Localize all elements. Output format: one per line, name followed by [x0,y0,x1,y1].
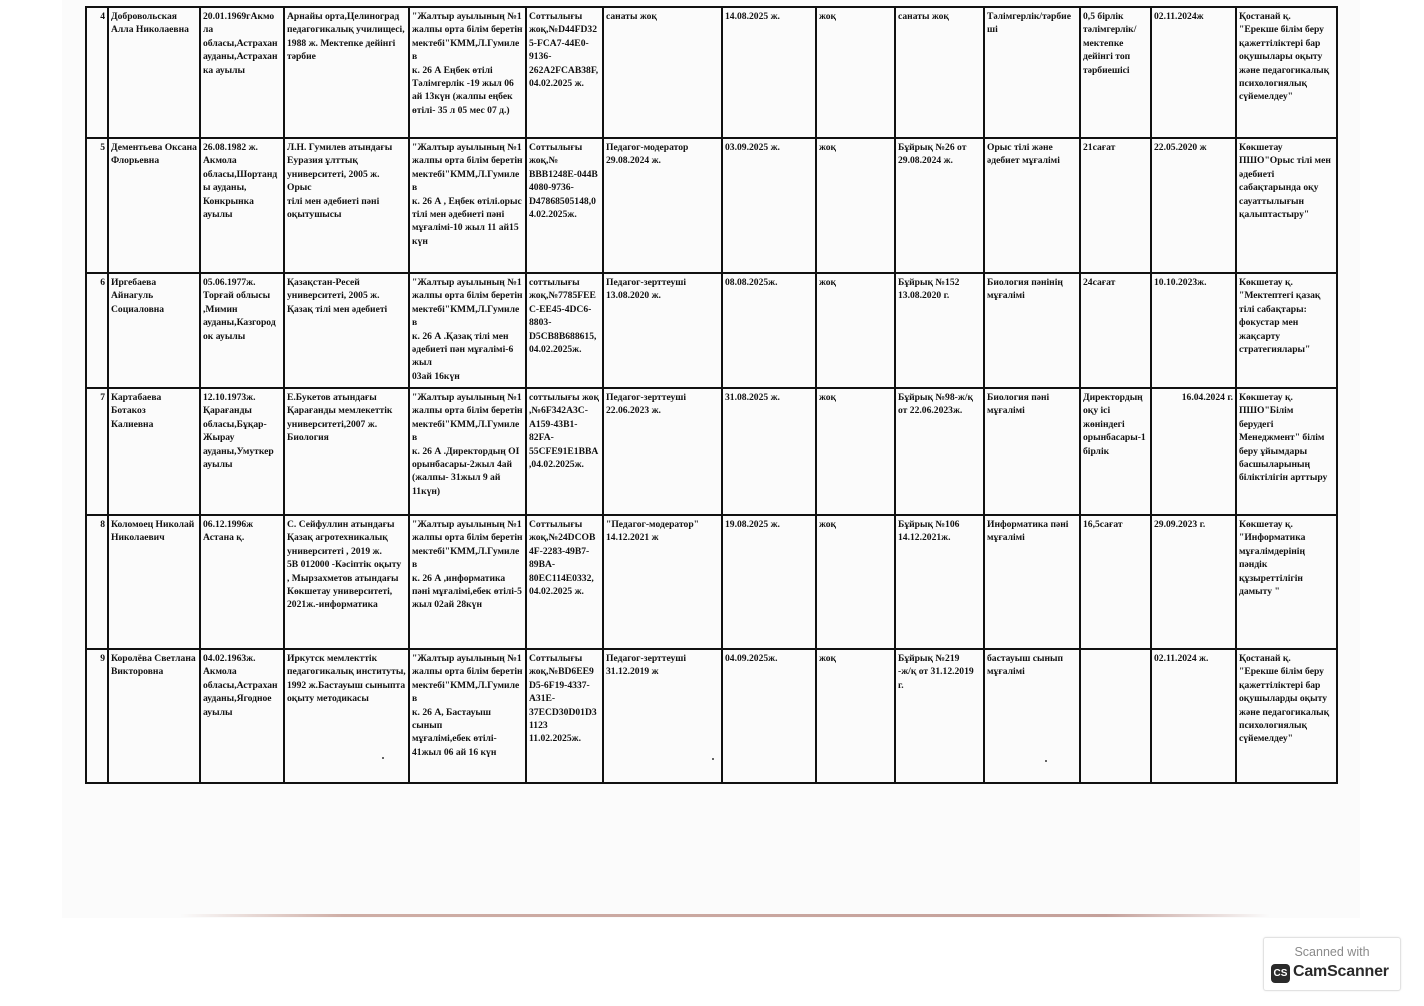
cell-num [86,138,108,273]
staff-table [85,6,1338,784]
cell-date1 [722,649,816,783]
cell-position [984,515,1080,649]
load-text: Директордың оқу ісі жөніндегі орынбасары-1 бірлік [1083,392,1146,457]
cell-workplace [409,7,526,138]
category-text: "Педагог-модератор" 14.12.2021 ж [606,519,700,544]
table-row [86,388,1337,515]
num-text: 6 [100,277,105,288]
date1-text: 19.08.2025 ж. [725,519,780,530]
date2-text: 10.10.2023ж. [1154,277,1207,288]
course-text: Қостанай қ. "Ерекше білім беру қажеттіліктері бар оқушылары оқыту және педагогикалық психологиялық сүйемелдеу" [1239,11,1330,103]
cell-position [984,388,1080,515]
cell-date1 [722,7,816,138]
table-row [86,138,1337,273]
scan-speck [1045,760,1047,762]
cell-course [1236,515,1337,649]
cell-birth [200,273,284,388]
cell-num [86,273,108,388]
cell-order [895,138,984,273]
cell-date2 [1151,138,1236,273]
record-text: Соттылығы жоқ,№24DCOB 4F-2283-49B7- 89BA- 80EC114E0332, 04.02.2025 ж. [529,519,596,598]
cell-category [603,138,722,273]
birth-text: 05.06.1977ж. Торғай облысы ,Мимин ауданы,Казгород ок ауылы [203,277,276,342]
watermark-brand: CamScanner [1293,963,1389,980]
cell-record [526,649,603,783]
cell-num [86,388,108,515]
cell-num [86,7,108,138]
cell-name [108,649,200,783]
cell-category [603,388,722,515]
cell-category [603,515,722,649]
record-text: соттылығы жоқ ,№6F342A3C- A159-43B1- 82FA- 55CFE91E1BBA ,04.02.2025ж. [529,392,600,471]
education-text: Л.Н. Гумилев атындағы Еуразия ұлттық университеті, 2005 ж. Орыс тілі мен әдебиеті пәні оқытушысы [287,142,393,221]
date1-text: 04.09.2025ж. [725,653,778,664]
cell-order [895,7,984,138]
cell-date2 [1151,7,1236,138]
num-text: 5 [100,142,105,153]
cell-education [284,7,409,138]
scan-speck [712,758,714,760]
cell-workplace [409,515,526,649]
cell-record [526,273,603,388]
cell-category [603,273,722,388]
cell-col9 [816,388,895,515]
table-row [86,273,1337,388]
education-text: С. Сейфуллин атындағы Қазақ агротехникалық университеті , 2019 ж. 5В 012000 -Кәсіптік оқыту , Мырзахметов атындағы Көкшетау университеті, 2021ж.-информатика [287,519,402,611]
cell-col9 [816,138,895,273]
cell-category [603,7,722,138]
date1-text: 03.09.2025 ж. [725,142,780,153]
cell-date2 [1151,388,1236,515]
camscanner-logo-icon: CS [1271,964,1290,983]
col9-text: жоқ [819,277,837,288]
cell-date1 [722,273,816,388]
col9-text: жоқ [819,519,837,530]
cell-load [1080,649,1151,783]
num-text: 8 [100,519,105,530]
name-text: Королёва Светлана Викторовна [111,653,196,678]
date2-text: 22.05.2020 ж [1154,142,1207,153]
cell-date2 [1151,273,1236,388]
cell-course [1236,138,1337,273]
course-text: Көкшетау қ. "Мектептегі қазақ тілі сабақтары: фокустар мен жақсарту стратегиялары" [1239,277,1321,356]
cell-course [1236,273,1337,388]
cell-num [86,649,108,783]
cell-position [984,7,1080,138]
cell-name [108,388,200,515]
cell-record [526,515,603,649]
order-text: Бұйрық №26 от 29.08.2024 ж. [898,142,967,167]
col9-text: жоқ [819,392,837,403]
cell-load [1080,388,1151,515]
order-text: Бұйрық №98-ж/қ от 22.06.2023ж. [898,392,973,417]
cell-workplace [409,138,526,273]
cell-education [284,138,409,273]
cell-order [895,388,984,515]
position-text: Биология пәнінің мұғалімі [987,277,1063,302]
workplace-text: "Жалтыр ауылының №1 жалпы орта білім беретін мектебі"КММ,Л.Гумилев к. 26 А .Қазақ тілі мен әдебиеті пән мұғалімі-6 жыл 03ай 16күн [412,277,523,382]
cell-education [284,273,409,388]
cell-education [284,649,409,783]
cell-date2 [1151,649,1236,783]
cell-order [895,515,984,649]
cell-date2 [1151,515,1236,649]
date2-text: 02.11.2024ж [1154,11,1204,22]
order-text: санаты жоқ [898,11,949,22]
cell-col9 [816,273,895,388]
date2-text: 02.11.2024 ж. [1154,653,1209,664]
education-text: Иркутск мемлекттік педагогикалық институты, 1992 ж.Бастауыш сыныпта оқыту методикасы [287,653,406,705]
cell-load [1080,7,1151,138]
cell-education [284,515,409,649]
load-text: 24сағат [1083,277,1116,288]
category-text: Педагог-модератор 29.08.2024 ж. [606,142,689,167]
record-text: Соттылығы жоқ,№BD6EE9 D5-6F19-4337- A31E- 37ECD30D01D3 1123 11.02.2025ж. [529,653,597,745]
table-row [86,649,1337,783]
birth-text: 20.01.1969гАкмо ла обласы,Астрахан ауданы,Астрахан ка ауылы [203,11,278,76]
cell-course [1236,649,1337,783]
cell-birth [200,388,284,515]
cell-workplace [409,273,526,388]
camscanner-watermark [1263,937,1401,991]
education-text: Қазақстан-Ресей университеті, 2005 ж. Қазақ тілі мен әдебиеті [287,277,388,315]
cell-order [895,649,984,783]
course-text: Көкшетау қ. ПШО"Білім берудегі Менеджмент" білім беру ұйымдары басшыларының біліктілігін арттыру [1239,392,1328,484]
cell-record [526,7,603,138]
cell-name [108,138,200,273]
cell-category [603,649,722,783]
date2-text: 16.04.2024 г. [1181,392,1233,403]
date2-text: 29.09.2023 г. [1154,519,1206,530]
birth-text: 12.10.1973ж. Қарағанды обласы,Бұқар- Жырау ауданы,Умуткер ауылы [203,392,274,471]
course-text: Қостанай қ. "Ерекше білім беру қажеттіліктері бар оқушыларды оқыту және педагогикалық психологиялық сүйемелдеу" [1239,653,1330,745]
birth-text: 04.02.1963ж. Акмола обласы,Астрахан ауданы,Ягодное ауылы [203,653,278,718]
table-row [86,7,1337,138]
date1-text: 31.08.2025 ж. [725,392,780,403]
cell-position [984,649,1080,783]
cell-workplace [409,388,526,515]
cell-name [108,273,200,388]
workplace-text: "Жалтыр ауылының №1 жалпы орта білім беретін мектебі"КММ,Л.Гумилев к. 26 А ,информатика пәні мұғалімі,ебек өтілі-5 жыл 02ай 28күн [412,519,523,611]
cell-birth [200,7,284,138]
cell-col9 [816,7,895,138]
num-text: 7 [100,392,105,403]
category-text: Педагог-зерттеуші 31.12.2019 ж [606,653,687,678]
cell-num [86,515,108,649]
cell-name [108,7,200,138]
load-text: 21сағат [1083,142,1116,153]
workplace-text: "Жалтыр ауылының №1 жалпы орта білім беретін мектебі"КММ,Л.Гумилев к. 26 А, Бастауыш сынып мұғалімі,ебек өтілі- 41жыл 06 ай 16 күн [412,653,523,758]
cell-workplace [409,649,526,783]
order-text: Бұйрық №106 14.12.2021ж. [898,519,960,544]
workplace-text: "Жалтыр ауылының №1 жалпы орта білім беретін мектебі"КММ,Л.Гумилев к. 26 А Еңбек өтілі Тәлімгерлік -19 жыл 06 ай 13күн (жалпы еңбек өтілі- 35 л 05 мес 07 д.) [412,11,523,116]
cell-date1 [722,138,816,273]
name-text: Коломоец Николай Николаевич [111,519,195,544]
category-text: Педагог-зерттеуші 13.08.2020 ж. [606,277,687,302]
cell-record [526,138,603,273]
name-text: Иргебаева Айнагуль Социаловна [111,277,165,315]
col9-text: жоқ [819,11,837,22]
cell-position [984,273,1080,388]
record-text: Соттылығы жоқ,№ BBB1248E-044B 4080-9736- D47868505148,0 4.02.2025ж. [529,142,598,221]
education-text: Е.Букетов атындағы Қарағанды мемлекеттік университеті,2007 ж. Биология [287,392,393,444]
cell-birth [200,515,284,649]
cell-name [108,515,200,649]
position-text: бастауыш сынып мұғалімі [987,653,1064,678]
scan-speck [382,757,384,759]
watermark-top-text: Scanned with [1294,945,1370,959]
workplace-text: "Жалтыр ауылының №1 жалпы орта білім беретін мектебі"КММ,Л.Гумилев к. 26 А .Директордың ОІ орынбасары-2жыл 4ай (жалпы- 31жыл 9 ай 11күн) [412,392,523,497]
name-text: Картабаева Ботакоз Калиевна [111,392,162,430]
workplace-text: "Жалтыр ауылының №1 жалпы орта білім беретін мектебі"КММ,Л.Гумилев к. 26 А , Еңбек өтілі.орыс тілі мен әдебиеті пәні мұғалімі-10 жыл 11 ай15 күн [412,142,523,247]
order-text: Бұйрық №219 -ж/қ от 31.12.2019 г. [898,653,974,691]
cell-load [1080,138,1151,273]
col9-text: жоқ [819,653,837,664]
cell-record [526,388,603,515]
cell-load [1080,273,1151,388]
cell-order [895,273,984,388]
name-text: Дементьева Оксана Флорьевна [111,142,197,167]
cell-col9 [816,515,895,649]
record-text: Соттылығы жоқ,№D44FD32 5-FCA7-44E0- 9136- 262A2FCAB38F, 04.02.2025 ж. [529,11,599,90]
position-text: Биология пәні мұғалімі [987,392,1050,417]
education-text: Арнайы ортa,Целиноград педагогикалық училищесі, 1988 ж. Мектепке дейінгі тәрбие [287,11,405,63]
page-bottom-edge [180,914,1270,917]
course-text: Көкшетау ПШО"Орыс тілі мен әдебиеті сабақтарында оқу сауаттылығын қалыптастыру" [1239,142,1331,221]
position-text: Тәлімгерлік/тәрбие ші [987,11,1071,36]
cell-load [1080,515,1151,649]
cell-course [1236,388,1337,515]
cell-course [1236,7,1337,138]
cell-date1 [722,515,816,649]
position-text: Орыс тілі және әдебиет мұғалімі [987,142,1060,167]
cell-position [984,138,1080,273]
load-text: 16,5сағат [1083,519,1123,530]
category-text: Педагог-зерттеуші 22.06.2023 ж. [606,392,687,417]
num-text: 9 [100,653,105,664]
birth-text: 06.12.1996ж Астана қ. [203,519,254,544]
date1-text: 08.08.2025ж. [725,277,778,288]
table-row [86,515,1337,649]
category-text: санаты жоқ [606,11,657,22]
birth-text: 26.08.1982 ж. Акмола обласы,Шортанд ы ауданы, Конкрынка ауылы [203,142,278,221]
name-text: Добровольская Алла Николаевна [111,11,189,36]
cell-birth [200,649,284,783]
cell-education [284,388,409,515]
record-text: соттылығы жоқ,№7785FEE C-EE45-4DC6- 8803- D5CB8B688615, 04.02.2025ж. [529,277,597,356]
position-text: Информатика пәні мұғалімі [987,519,1069,544]
load-text: 0,5 бірлік тәлімгерлік/ мектепке дейінгі топ тәрбиешісі [1083,11,1137,76]
cell-col9 [816,649,895,783]
cell-birth [200,138,284,273]
date1-text: 14.08.2025 ж. [725,11,780,22]
order-text: Бұйрық №152 13.08.2020 г. [898,277,960,302]
cell-date1 [722,388,816,515]
num-text: 4 [100,11,105,22]
col9-text: жоқ [819,142,837,153]
course-text: Көкшетау қ. "Информатика мұғалімдерінің пәндік құзыреттілігін дамыту " [1239,519,1306,598]
